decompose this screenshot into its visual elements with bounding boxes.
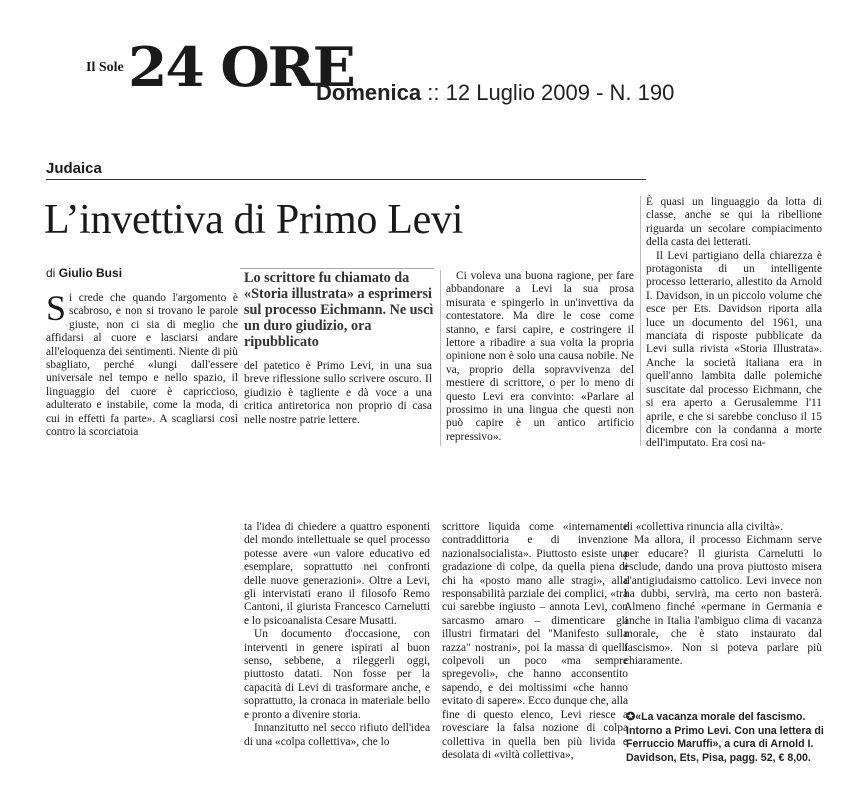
masthead-date <box>316 80 674 106</box>
article-column-1 <box>46 288 238 439</box>
book-info-text: «La vacanza morale del fascismo. Intorno a Primo Levi. Con una lettera di Ferruccio Maruffi», a cura di Arnold I. Davidson, Ets, Pisa, pagg. 52, € 8,00. <box>626 711 824 764</box>
column-2-text: del patetico è Primo Levi, in una sua breve riflessione sullo scrivere oscuro. Il giudizio è tagliente e dà voce a una critica antiretorica non proprio di casa nelle nostre patrie lettere. <box>244 360 432 426</box>
column-4-paragraph-2: Il Levi partigiano della chiarezza è protagonista di un intelligente processo letterario, allestito da Arnold I. Davidson, in un piccolo volume che esce per Ets. Davidson riporta alla luce un documento del 1961, una manciata di risposte pubblicate da Levi sulla rivista «Storia Illustrata». Anche la società italiana era in quell'anno lambita dalle polemiche suscitate dal processo Eichmann, che si era aperto a Gerusalemme l'11 aprile, e che si sarebbe concluso il 15 dicembre con la condanna a morte dell'imputato. Era così na- <box>646 249 822 450</box>
article-column-7 <box>624 521 822 668</box>
column-separator <box>440 270 441 446</box>
masthead-day: Domenica <box>316 80 422 105</box>
column-3-text: Ci voleva una buona ragione, per fare abbandonare a Levi la sua prosa misurata e spingerlo in un'invettiva da contestatore. Ma dire le cose come stanno, e farsi capire, e costringere il lettore a ribadire a sua volta la propria opinione non è solo una causa nobile. Ne va, proprio della sopravvivenza del mestiere di scrittore, o per lo meno di questo Levi era convinto: «Parlare al prossimo in una lingua che questi non può capire è un antico artificio repressivo». <box>446 270 634 443</box>
article-column-3 <box>446 270 634 444</box>
article-column-6 <box>442 521 628 762</box>
column-6-text: scrittore liquida come «internamente contraddittoria e di invenzione nazionalsocialista». Piuttosto esiste una gradazione di colpe, da quella piena di chi ha «posto mano alle stragi», alla responsabilità parziale dei complici, «tra cui sarebbe ingiusto – annota Levi, con sarcasmo amaro – dimenticare gli illustri firmatari del "Manifesto sulla razza" nostrani», poi la massa di quelli colpevoli un poco «ma sempre spregevoli», che hanno acconsentito sapendo, e dei moltissimi «che hanno evitato di sapere». Ecco dunque che, alla fine di questo elenco, Levi riesce a rovesciare la falsa nozione di colpa collettiva in quella ben più livida e desolata di «viltà collettiva», <box>442 521 628 761</box>
masthead-logo: 24 ORE <box>128 35 354 99</box>
masthead-issue: 12 Luglio 2009 - N. 190 <box>445 80 675 105</box>
book-info <box>626 711 836 765</box>
pullquote-rule <box>240 268 434 269</box>
article-headline: L’invettiva di Primo Levi <box>44 197 464 243</box>
column-5-paragraph-1: ta l'idea di chiedere a quattro esponenti del mondo intellettuale se quel processo potesse avere «un valore educativo ed esemplare, soprattutto nei confronti delle nuove generazioni». Oltre a Levi, gli intervistati erano il filosofo Remo Cantoni, il giurista Francesco Carnelutti e lo psicoanalista Cesare Musatti. <box>244 521 430 627</box>
column-5-paragraph-2: Un documento d'occasione, con interventi in genere ispirati al buon senso, sebbene, a rileggerli oggi, piuttosto datati. Non fosse per la capacità di Levi di trasformare anche, e soprattutto, la cronaca in materiale bello e pronto a divenire storia. <box>244 628 430 721</box>
masthead-separator: :: <box>427 80 440 105</box>
article-column-4 <box>646 196 822 451</box>
article-column-5 <box>244 521 430 749</box>
book-symbol-icon: ✪ <box>626 711 636 723</box>
section-divider <box>46 179 646 180</box>
pullquote: Lo scrittore fu chiamato da «Storia illustrata» a esprimersi sul processo Eichmann. Ne uscì un duro giudizio, ora ripubblicato <box>244 270 434 350</box>
section-label: Judaica <box>46 160 102 177</box>
drop-cap: S <box>46 288 67 328</box>
byline-author: Giulio Busi <box>58 266 123 280</box>
column-5-paragraph-3: Innanzitutto nel secco rifiuto dell'idea di una «colpa collettiva», che lo <box>244 722 430 748</box>
article-column-2 <box>244 360 432 427</box>
masthead-small-logo: Il Sole <box>86 60 124 75</box>
column-4-paragraph-1: È quasi un linguaggio da lotta di classe, anche se qui la ribellione riguarda un secolare compiacimento della casta dei letterati. <box>646 196 822 249</box>
column-1-text: i crede che quando l'argomento è scabroso, e non si trovano le parole giuste, non ci sia di meglio che affidarsi al cuore e lasciarsi andare all'eloquenza dei sentimenti. Niente di più sbagliato, perché «lungi dall'essere universale nel tempo e nello spazio, il linguaggio del cuore è capriccioso, adulterato e instabile, come la moda, di cui in effetti fa parte». A scagliarsi così contro la scorciatoia <box>46 292 238 439</box>
column-separator <box>640 196 641 446</box>
byline-prefix: di <box>46 266 56 280</box>
column-7-paragraph-1: di «collettiva rinuncia alla civiltà». <box>624 521 784 533</box>
byline <box>46 266 122 280</box>
column-7-paragraph-2: Ma allora, il processo Eichmann serve per educare? Il giurista Carnelutti lo esclude, dando una prova piuttosto misera d'antigiudaismo cattolico. Levi invece non ha dubbi, servirà, ma certo non basterà. Almeno finché «permane in Germania e anche in Italia l'ambiguo clima di vacanza morale, che è stato instaurato dal fascismo». Non si poteva parlare più chiaramente. <box>624 534 822 668</box>
